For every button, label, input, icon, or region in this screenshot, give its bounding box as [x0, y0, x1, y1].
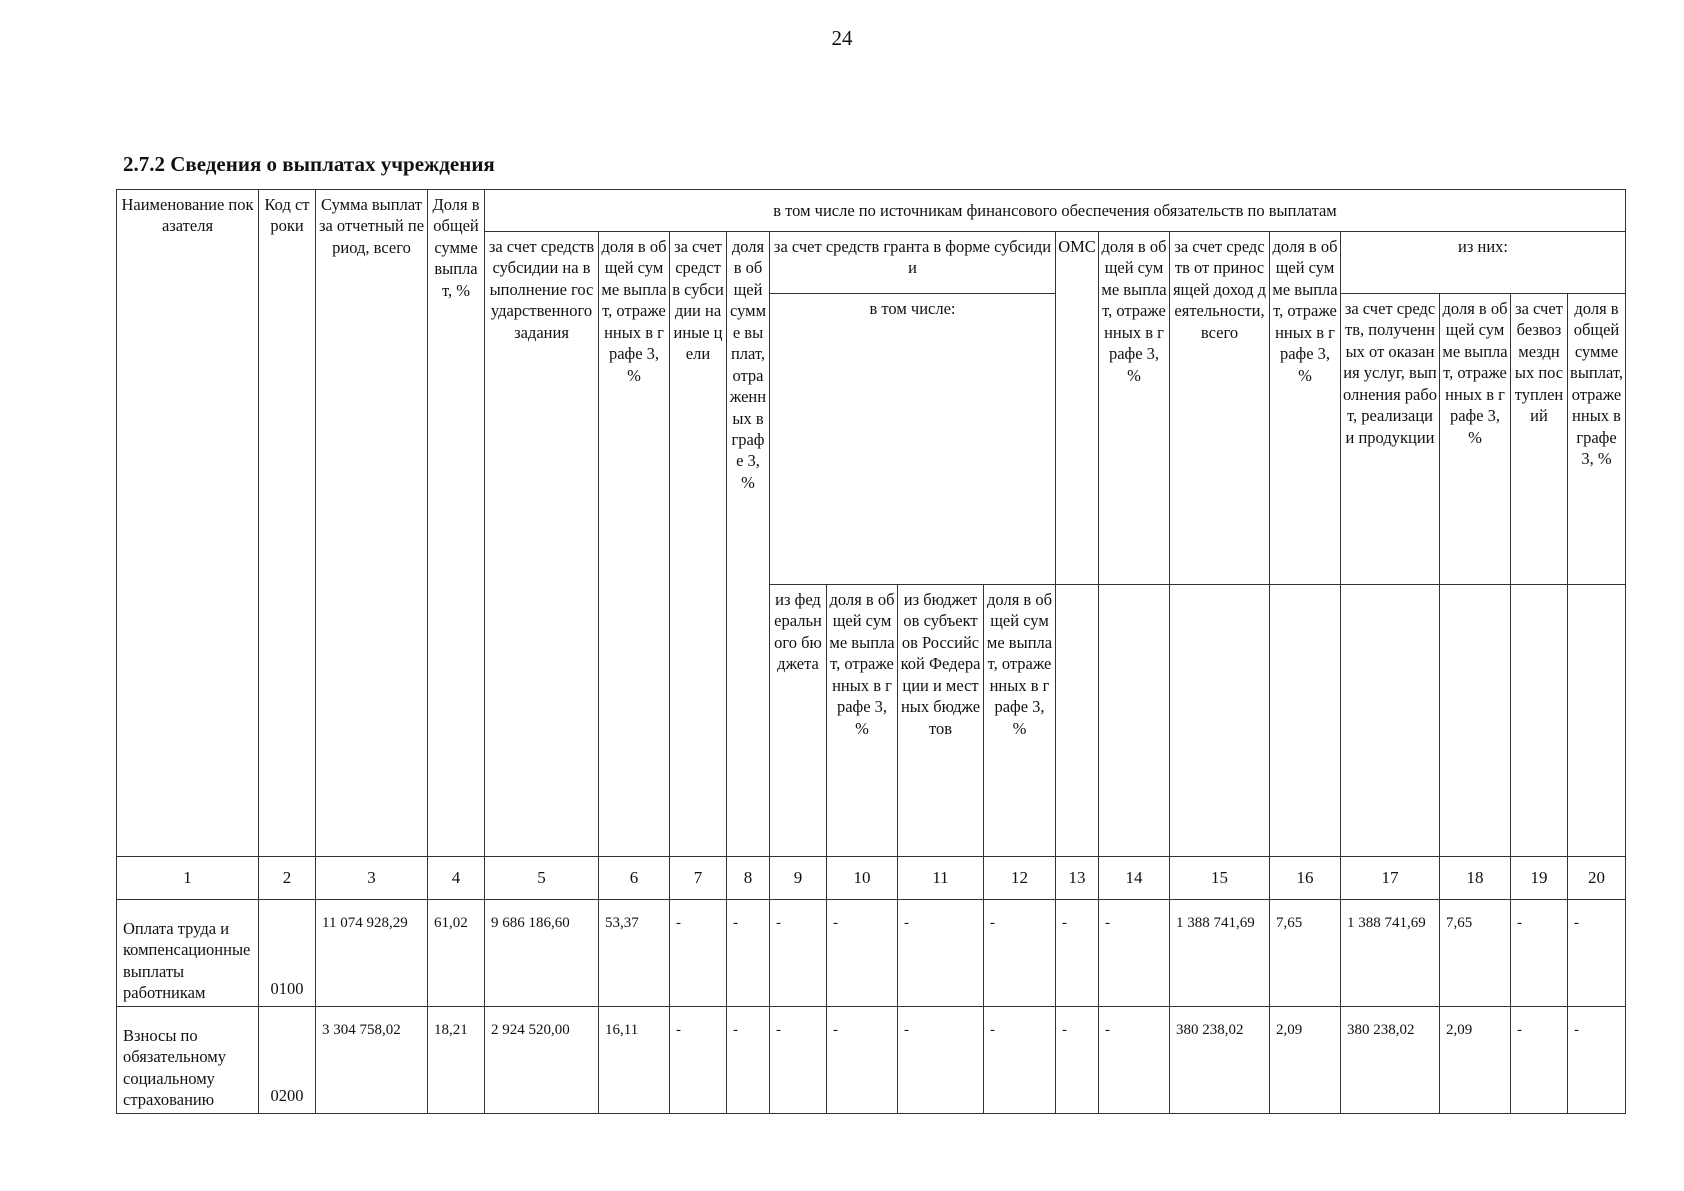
header-share-col6: доля в общей сумме выплат, отраженных в графе 3, % [599, 232, 670, 857]
row-value: - [1511, 1006, 1568, 1113]
row-value: - [827, 900, 898, 1007]
row-value: 9 686 186,60 [485, 900, 599, 1007]
header-oms: ОМС [1056, 232, 1099, 585]
row-value: - [727, 1006, 770, 1113]
row-value: 3 304 758,02 [316, 1006, 428, 1113]
header-of-them: из них: [1341, 232, 1626, 294]
column-number: 2 [259, 857, 316, 900]
column-number: 17 [1341, 857, 1440, 900]
header-empty-col13 [1056, 585, 1099, 857]
column-number: 9 [770, 857, 827, 900]
column-number: 13 [1056, 857, 1099, 900]
column-number: 7 [670, 857, 727, 900]
header-sum: Сумма выплат за отчетный период, всего [316, 190, 428, 857]
header-share-col16: доля в общей сумме выплат, отраженных в графе 3, % [1270, 232, 1341, 585]
page-number: 24 [831, 26, 853, 50]
header-share: Доля в общей сумме выплат, % [428, 190, 485, 857]
column-number: 15 [1170, 857, 1270, 900]
column-number: 16 [1270, 857, 1341, 900]
header-sources: в том числе по источникам финансового обеспечения обязательств по выплатам [485, 190, 1626, 232]
column-number: 4 [428, 857, 485, 900]
column-number: 5 [485, 857, 599, 900]
row-value: - [898, 900, 984, 1007]
header-share-col8: доля в общей сумме выплат, отраженных в графе 3, % [727, 232, 770, 857]
row-value: 380 238,02 [1170, 1006, 1270, 1113]
row-value: - [1099, 1006, 1170, 1113]
header-share-col14: доля в общей сумме выплат, отраженных в графе 3, % [1099, 232, 1170, 585]
row-value: 53,37 [599, 900, 670, 1007]
row-value: - [1568, 900, 1626, 1007]
table-row [117, 1006, 1626, 1113]
row-name: Взносы по обязательному социальному страхованию [117, 1006, 259, 1113]
column-number: 6 [599, 857, 670, 900]
header-empty-col19 [1511, 585, 1568, 857]
header-donations: за счет безвозмездных поступлений [1511, 294, 1568, 585]
column-number: 12 [984, 857, 1056, 900]
row-value: 61,02 [428, 900, 485, 1007]
column-number: 14 [1099, 857, 1170, 900]
row-value: 1 388 741,69 [1170, 900, 1270, 1007]
row-value: - [670, 900, 727, 1007]
row-value: - [727, 900, 770, 1007]
header-income: за счет средств от приносящей доход деятельности, всего [1170, 232, 1270, 585]
row-value: - [1568, 1006, 1626, 1113]
header-empty-col14 [1099, 585, 1170, 857]
header-share-col12: доля в общей сумме выплат, отраженных в графе 3, % [984, 585, 1056, 857]
row-value: - [1099, 900, 1170, 1007]
header-name: Наименование показателя [117, 190, 259, 857]
row-value: 16,11 [599, 1006, 670, 1113]
row-value: - [1511, 900, 1568, 1007]
header-subsidy-other: за счет средств субсидии на иные цели [670, 232, 727, 857]
row-value: - [1056, 1006, 1099, 1113]
row-value: - [670, 1006, 727, 1113]
row-value: 380 238,02 [1341, 1006, 1440, 1113]
row-value: 1 388 741,69 [1341, 900, 1440, 1007]
row-value: - [770, 1006, 827, 1113]
section-title: 2.7.2 Сведения о выплатах учреждения [123, 152, 495, 176]
row-value: - [984, 1006, 1056, 1113]
row-value: 2,09 [1440, 1006, 1511, 1113]
header-grant: за счет средств гранта в форме субсидии [770, 232, 1056, 294]
payments-table [116, 189, 1626, 1114]
row-value: 7,65 [1270, 900, 1341, 1007]
header-regional: из бюджетов субъектов Российской Федерации и местных бюджетов [898, 585, 984, 857]
row-value: - [827, 1006, 898, 1113]
column-number: 10 [827, 857, 898, 900]
row-name: Оплата труда и компенсационные выплаты работникам [117, 900, 259, 1007]
header-share-col18: доля в общей сумме выплат, отраженных в графе 3, % [1440, 294, 1511, 585]
column-number: 1 [117, 857, 259, 900]
header-empty-col15 [1170, 585, 1270, 857]
column-number: 11 [898, 857, 984, 900]
row-value: 18,21 [428, 1006, 485, 1113]
column-number: 8 [727, 857, 770, 900]
row-value: 7,65 [1440, 900, 1511, 1007]
row-value: - [1056, 900, 1099, 1007]
header-empty-col16 [1270, 585, 1341, 857]
header-empty-col20 [1568, 585, 1626, 857]
column-number: 18 [1440, 857, 1511, 900]
header-share-col20: доля в общей сумме выплат, отраженных в графе 3, % [1568, 294, 1626, 585]
header-empty-col17 [1341, 585, 1440, 857]
header-grant-incl: в том числе: [770, 294, 1056, 585]
header-subsidy-task: за счет средств субсидии на выполнение государственного задания [485, 232, 599, 857]
header-empty-col18 [1440, 585, 1511, 857]
header-share-col10: доля в общей сумме выплат, отраженных в графе 3, % [827, 585, 898, 857]
header-federal: из федерального бюджета [770, 585, 827, 857]
row-value: 11 074 928,29 [316, 900, 428, 1007]
row-value: - [984, 900, 1056, 1007]
column-number: 3 [316, 857, 428, 900]
row-code: 0100 [259, 900, 316, 1007]
column-number: 20 [1568, 857, 1626, 900]
table-row [117, 900, 1626, 1007]
row-value: - [770, 900, 827, 1007]
row-value: 2,09 [1270, 1006, 1341, 1113]
row-value: 2 924 520,00 [485, 1006, 599, 1113]
header-code: Код строки [259, 190, 316, 857]
row-code: 0200 [259, 1006, 316, 1113]
column-number: 19 [1511, 857, 1568, 900]
header-services: за счет средств, полученных от оказания услуг, выполнения работ, реализации продукции [1341, 294, 1440, 585]
column-number-row [117, 857, 1626, 900]
row-value: - [898, 1006, 984, 1113]
